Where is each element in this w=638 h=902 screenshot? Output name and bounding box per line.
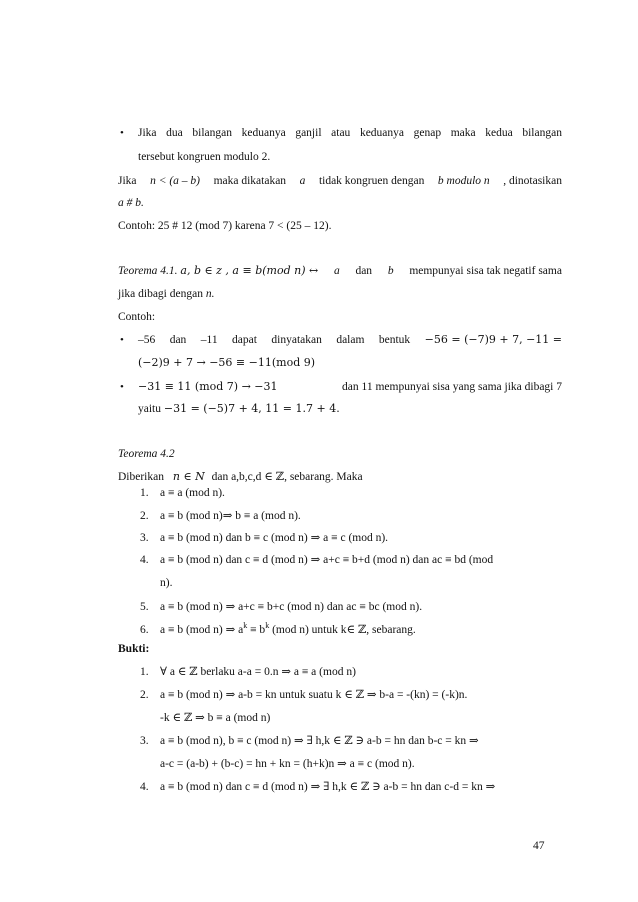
word: dalam	[336, 334, 365, 346]
list-number: 1.	[140, 487, 149, 499]
text-maka: maka dikatakan	[213, 175, 287, 187]
example2-math: −31 ≡ 11 (mod 7) → −31	[138, 380, 278, 393]
list-number: 2.	[140, 510, 149, 522]
example2-line1	[138, 380, 562, 394]
word: dinyatakan	[271, 334, 322, 346]
bullet-para-line2: tersebut kongruen modulo 2.	[138, 151, 271, 163]
theorem42-intro	[118, 470, 363, 484]
list-number: 5.	[140, 601, 149, 613]
text-diberikan: Diberikan	[118, 471, 164, 483]
proof-line: a ≡ b (mod n) dan c ≡ d (mod n) ⇒ ∃ h,k ∈ ℤ ∋ a-b = hn dan c-d = kn ⇒	[160, 781, 496, 793]
text-jika: Jika	[118, 175, 137, 187]
text-n-in-N: n ∈ N	[172, 470, 205, 483]
word: keduanya	[359, 127, 405, 139]
list-item: a ≡ b (mod n) dan c ≡ d (mod n) ⇒ a+c ≡ b+d (mod n) dan ac ≡ bd (mod	[160, 554, 494, 566]
theorem41-expr: a, b ∈ z , a ≡ b(mod n) ↔	[180, 264, 319, 277]
item6-text-a: a ≡ b (mod n) ⇒ a	[160, 624, 244, 636]
proof-line: -k ∈ ℤ ⇒ b ≡ a (mod n)	[160, 712, 271, 724]
list-number: 2.	[140, 689, 149, 701]
word: maka	[450, 127, 476, 139]
text-b-modulo-n: b modulo n	[437, 175, 490, 187]
list-item: a ≡ b (mod n) ⇒ a+c ≡ b+c (mod n) dan ac ≡ bc (mod n).	[160, 601, 423, 613]
word: keduanya	[241, 127, 286, 139]
word: bilangan	[522, 127, 562, 139]
bullet-icon: •	[120, 127, 124, 139]
word: kedua	[485, 127, 513, 139]
proof-line: a ≡ b (mod n) ⇒ a-b = kn untuk suatu k ∈ ℤ ⇒ b-a = -(kn) = (-k)n.	[160, 689, 468, 701]
definition-line1	[118, 174, 562, 188]
example1-line1	[138, 333, 562, 347]
list-item: a ≡ a (mod n).	[160, 487, 225, 499]
proof-line: ∀ a ∈ ℤ berlaku a-a = 0.n ⇒ a ≡ a (mod n)	[160, 666, 356, 678]
word: dan	[169, 334, 187, 346]
text-b: b	[387, 265, 394, 277]
list-number: 1.	[140, 666, 149, 678]
list-item: a ≡ b (mod n)⇒ b ≡ a (mod n).	[160, 510, 301, 522]
proof-line: a-c = (a-b) + (b-c) = hn + kn = (h+k)n ⇒ a ≡ c (mod n).	[160, 758, 415, 770]
text-condition: n < (a – b)	[150, 175, 201, 187]
theorem41-label: Teorema 4.1.	[118, 265, 178, 277]
word: –11	[200, 334, 218, 346]
proof-line: a ≡ b (mod n), b ≡ c (mod n) ⇒ ∃ h,k ∈ ℤ ∋ a-b = hn dan b-c = kn ⇒	[160, 735, 479, 747]
word: bentuk	[378, 334, 411, 346]
list-item-6	[160, 623, 416, 637]
word: atau	[331, 127, 351, 139]
list-number: 4.	[140, 781, 149, 793]
example2-line2	[138, 402, 340, 416]
text-n: n.	[205, 288, 215, 300]
item6-text-b: ≡ b	[247, 624, 266, 636]
word: bilangan	[192, 127, 232, 139]
list-number: 3.	[140, 532, 149, 544]
theorem41-line2	[118, 287, 214, 301]
list-number: 4.	[140, 554, 149, 566]
example2-text: dan 11 mempunyai sisa yang sama jika dibagi 7	[342, 381, 562, 393]
word: ganjil	[295, 127, 322, 139]
example1-line2: (−2)9 + 7 → −56 ≡ −11(mod 9)	[138, 356, 316, 369]
superscript-k: k	[243, 621, 248, 631]
page-number: 47	[533, 840, 545, 852]
text-tidak-kongruen: tidak kongruen dengan	[318, 175, 425, 187]
bullet-icon: •	[120, 381, 124, 393]
list-number: 3.	[140, 735, 149, 747]
example2-result: −31 = (−5)7 + 4, 11 = 1.7 + 4.	[163, 402, 340, 415]
proof-label: Bukti:	[118, 643, 150, 655]
superscript-k: k	[265, 621, 270, 631]
example-line: Contoh: 25 # 12 (mod 7) karena 7 < (25 – 12).	[118, 220, 332, 232]
example1-math: −56 = (−7)9 + 7, −11 =	[424, 333, 562, 346]
definition-line2: a # b.	[118, 197, 144, 209]
theorem41-statement	[118, 264, 318, 278]
text-dinotasikan: , dinotasikan	[503, 175, 562, 187]
list-item: a ≡ b (mod n) dan b ≡ c (mod n) ⇒ a ≡ c (mod n).	[160, 532, 389, 544]
bullet-icon: •	[120, 334, 124, 346]
word: genap	[413, 127, 442, 139]
bullet-para-line1	[138, 126, 562, 140]
list-number: 6.	[140, 624, 149, 636]
text-yaitu: yaitu	[138, 403, 161, 415]
item6-text-c: (mod n) untuk k∈ ℤ, sebarang.	[269, 624, 416, 636]
theorem42-label: Teorema 4.2	[118, 448, 175, 460]
word: dapat	[232, 334, 257, 346]
word: –56	[138, 334, 156, 346]
word: Jika	[138, 127, 157, 139]
text-a: a	[299, 175, 306, 187]
text-intro-rest: dan a,b,c,d ∈ ℤ, sebarang. Maka	[211, 471, 363, 483]
word: dua	[166, 127, 183, 139]
theorem41-line1	[118, 264, 562, 278]
example-label: Contoh:	[118, 311, 156, 323]
theorem41-rest: mempunyai sisa tak negatif sama	[409, 265, 562, 277]
text-jika-dibagi: jika dibagi dengan	[118, 288, 203, 300]
text-dan: dan	[355, 265, 373, 277]
list-item: n).	[160, 577, 173, 589]
text-a: a	[333, 265, 340, 277]
